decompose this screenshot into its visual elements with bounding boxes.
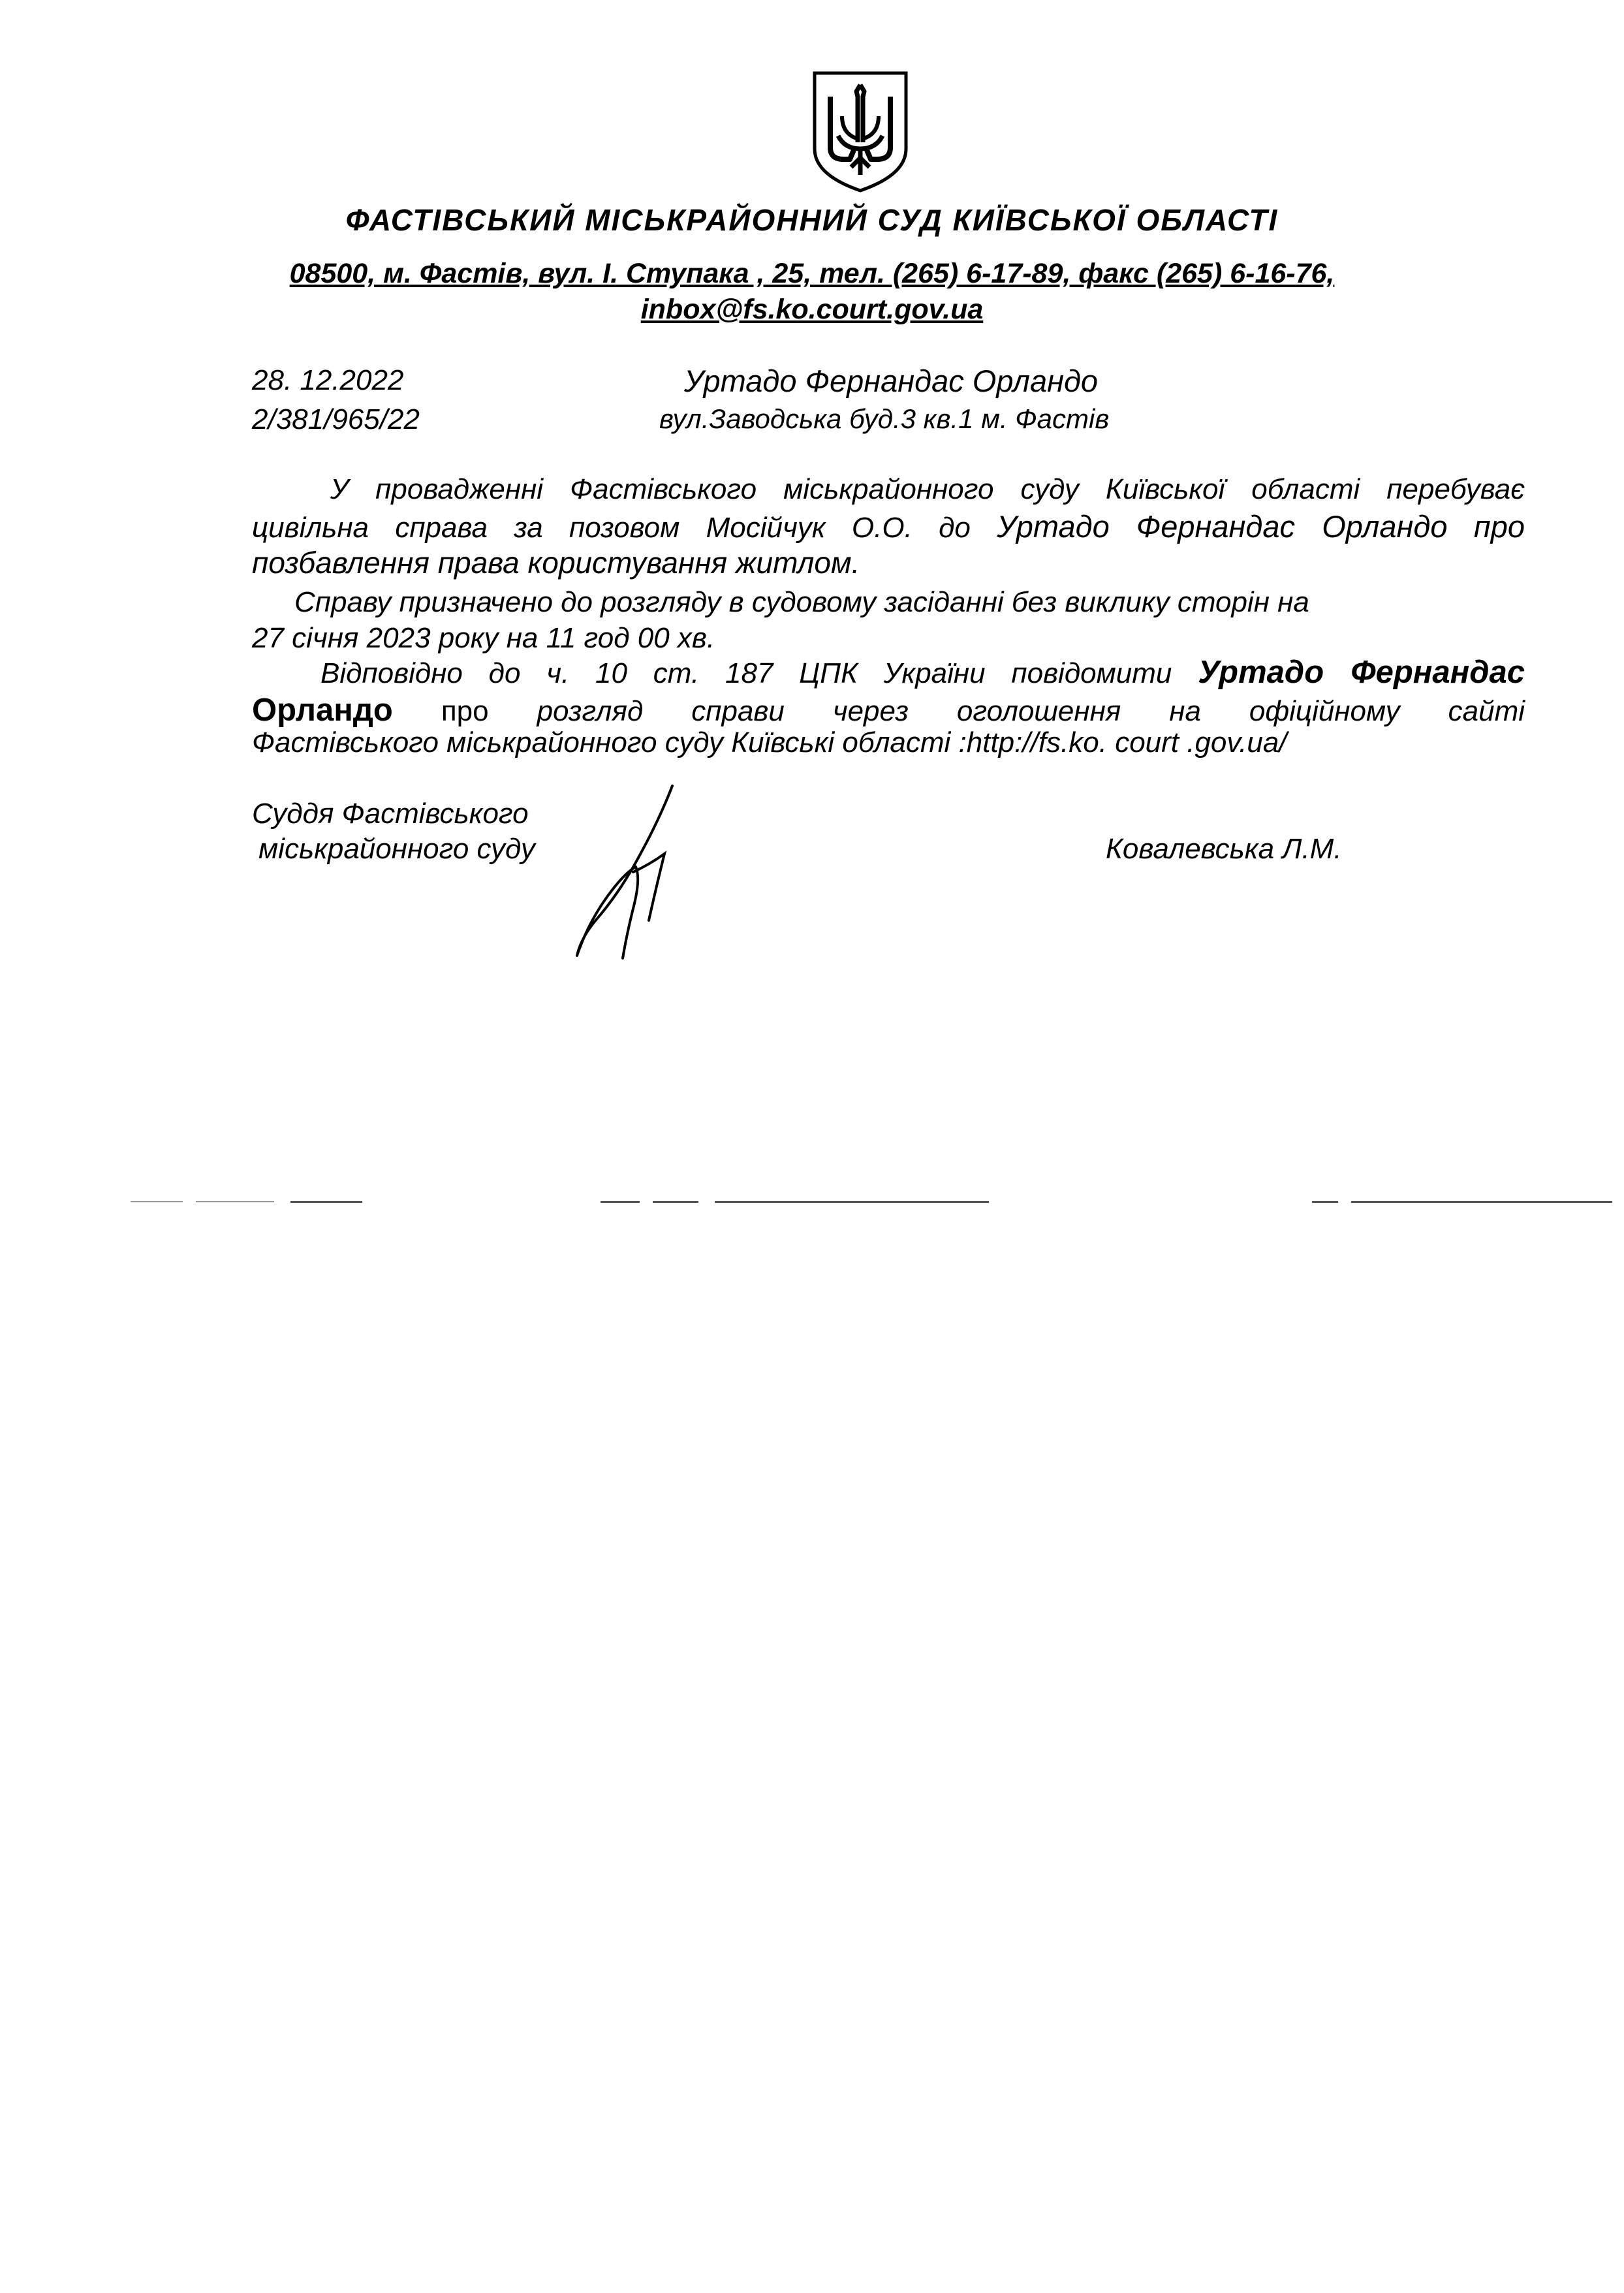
paragraph-2-line-2 (252, 621, 1525, 655)
hearing-date-time: 27 січня 2023 року на 11 год 00 хв. (252, 622, 715, 654)
scan-artifact-line-3 (290, 1201, 362, 1203)
defendant-name: Уртадо Фернандас Орландо (997, 509, 1448, 544)
scan-artifact-line-6 (715, 1201, 989, 1203)
judge-title-line-2: міськрайонного суду (258, 833, 535, 865)
judge-name: Ковалевська Л.М. (1106, 833, 1342, 865)
scan-artifact-line-2 (196, 1201, 274, 1202)
paragraph-3-line-1 (252, 655, 1525, 691)
defendant-name-bold-1: Уртадо Фернандас (1198, 655, 1525, 690)
scan-artifact-line-7 (1312, 1201, 1338, 1203)
paragraph-2-line-1 (252, 585, 1525, 619)
paragraph-3-text-1a: Відповідно до ч. 10 ст. 187 ЦПК України повідомити (320, 657, 1172, 689)
paragraph-1-text-2a: цивільна справа за позовом Мосійчук О.О. до (252, 512, 971, 544)
paragraph-1-text-1: У провадженні Фастівського міськрайонного суду Київської області перебуває (330, 473, 1525, 505)
court-website-text: Фастівського міськрайонного суду Київські області :http://fs.ko. court .gov.ua/ (252, 726, 1287, 758)
coat-of-arms-emblem (811, 70, 910, 193)
paragraph-3-text-pro: про (441, 695, 489, 727)
recipient-name: Уртадо Фернандас Орландо (684, 364, 1099, 398)
court-name: ФАСТІВСЬКИЙ МІСЬКРАЙОННИЙ СУД КИЇВСЬКОЇ ОБЛАСТІ (345, 203, 1279, 237)
paragraph-1-line-3 (252, 546, 1525, 580)
court-email-link[interactable]: inbox@fs.ko.court.gov.ua (640, 294, 984, 325)
paragraph-1-text-3: позбавлення права користування житлом. (252, 546, 860, 580)
scan-artifact-line-4 (601, 1201, 640, 1203)
defendant-name-bold-2: Орландо (252, 693, 393, 728)
paragraph-3-line-2 (252, 693, 1525, 728)
judge-title-line-1: Суддя Фастівського (252, 798, 529, 830)
scan-artifact-line-5 (653, 1201, 698, 1203)
paragraph-2-text-1: Справу призначено до розгляду в судовому засіданні без виклику сторін на (294, 586, 1309, 618)
court-address: 08500, м. Фастів, вул. І. Ступака , 25, тел. (265) 6-17-89, факс (265) 6-16-76, (289, 258, 1335, 289)
paragraph-3-text-2b: розгляд справи через оголошення на офіційному сайті (537, 695, 1525, 727)
document-date: 28. 12.2022 (252, 364, 404, 396)
scan-artifact-line-8 (1351, 1201, 1612, 1203)
paragraph-1-line-1 (252, 473, 1525, 507)
recipient-address: вул.Заводська буд.3 кв.1 м. Фастів (659, 403, 1110, 434)
document-number: 2/381/965/22 (252, 403, 420, 435)
paragraph-1-line-2 (252, 510, 1525, 545)
scan-artifact-line-1 (131, 1201, 183, 1202)
handwritten-signature (568, 781, 685, 963)
paragraph-3-line-3 (252, 726, 1525, 760)
paragraph-1-text-2b: про (1473, 509, 1525, 544)
